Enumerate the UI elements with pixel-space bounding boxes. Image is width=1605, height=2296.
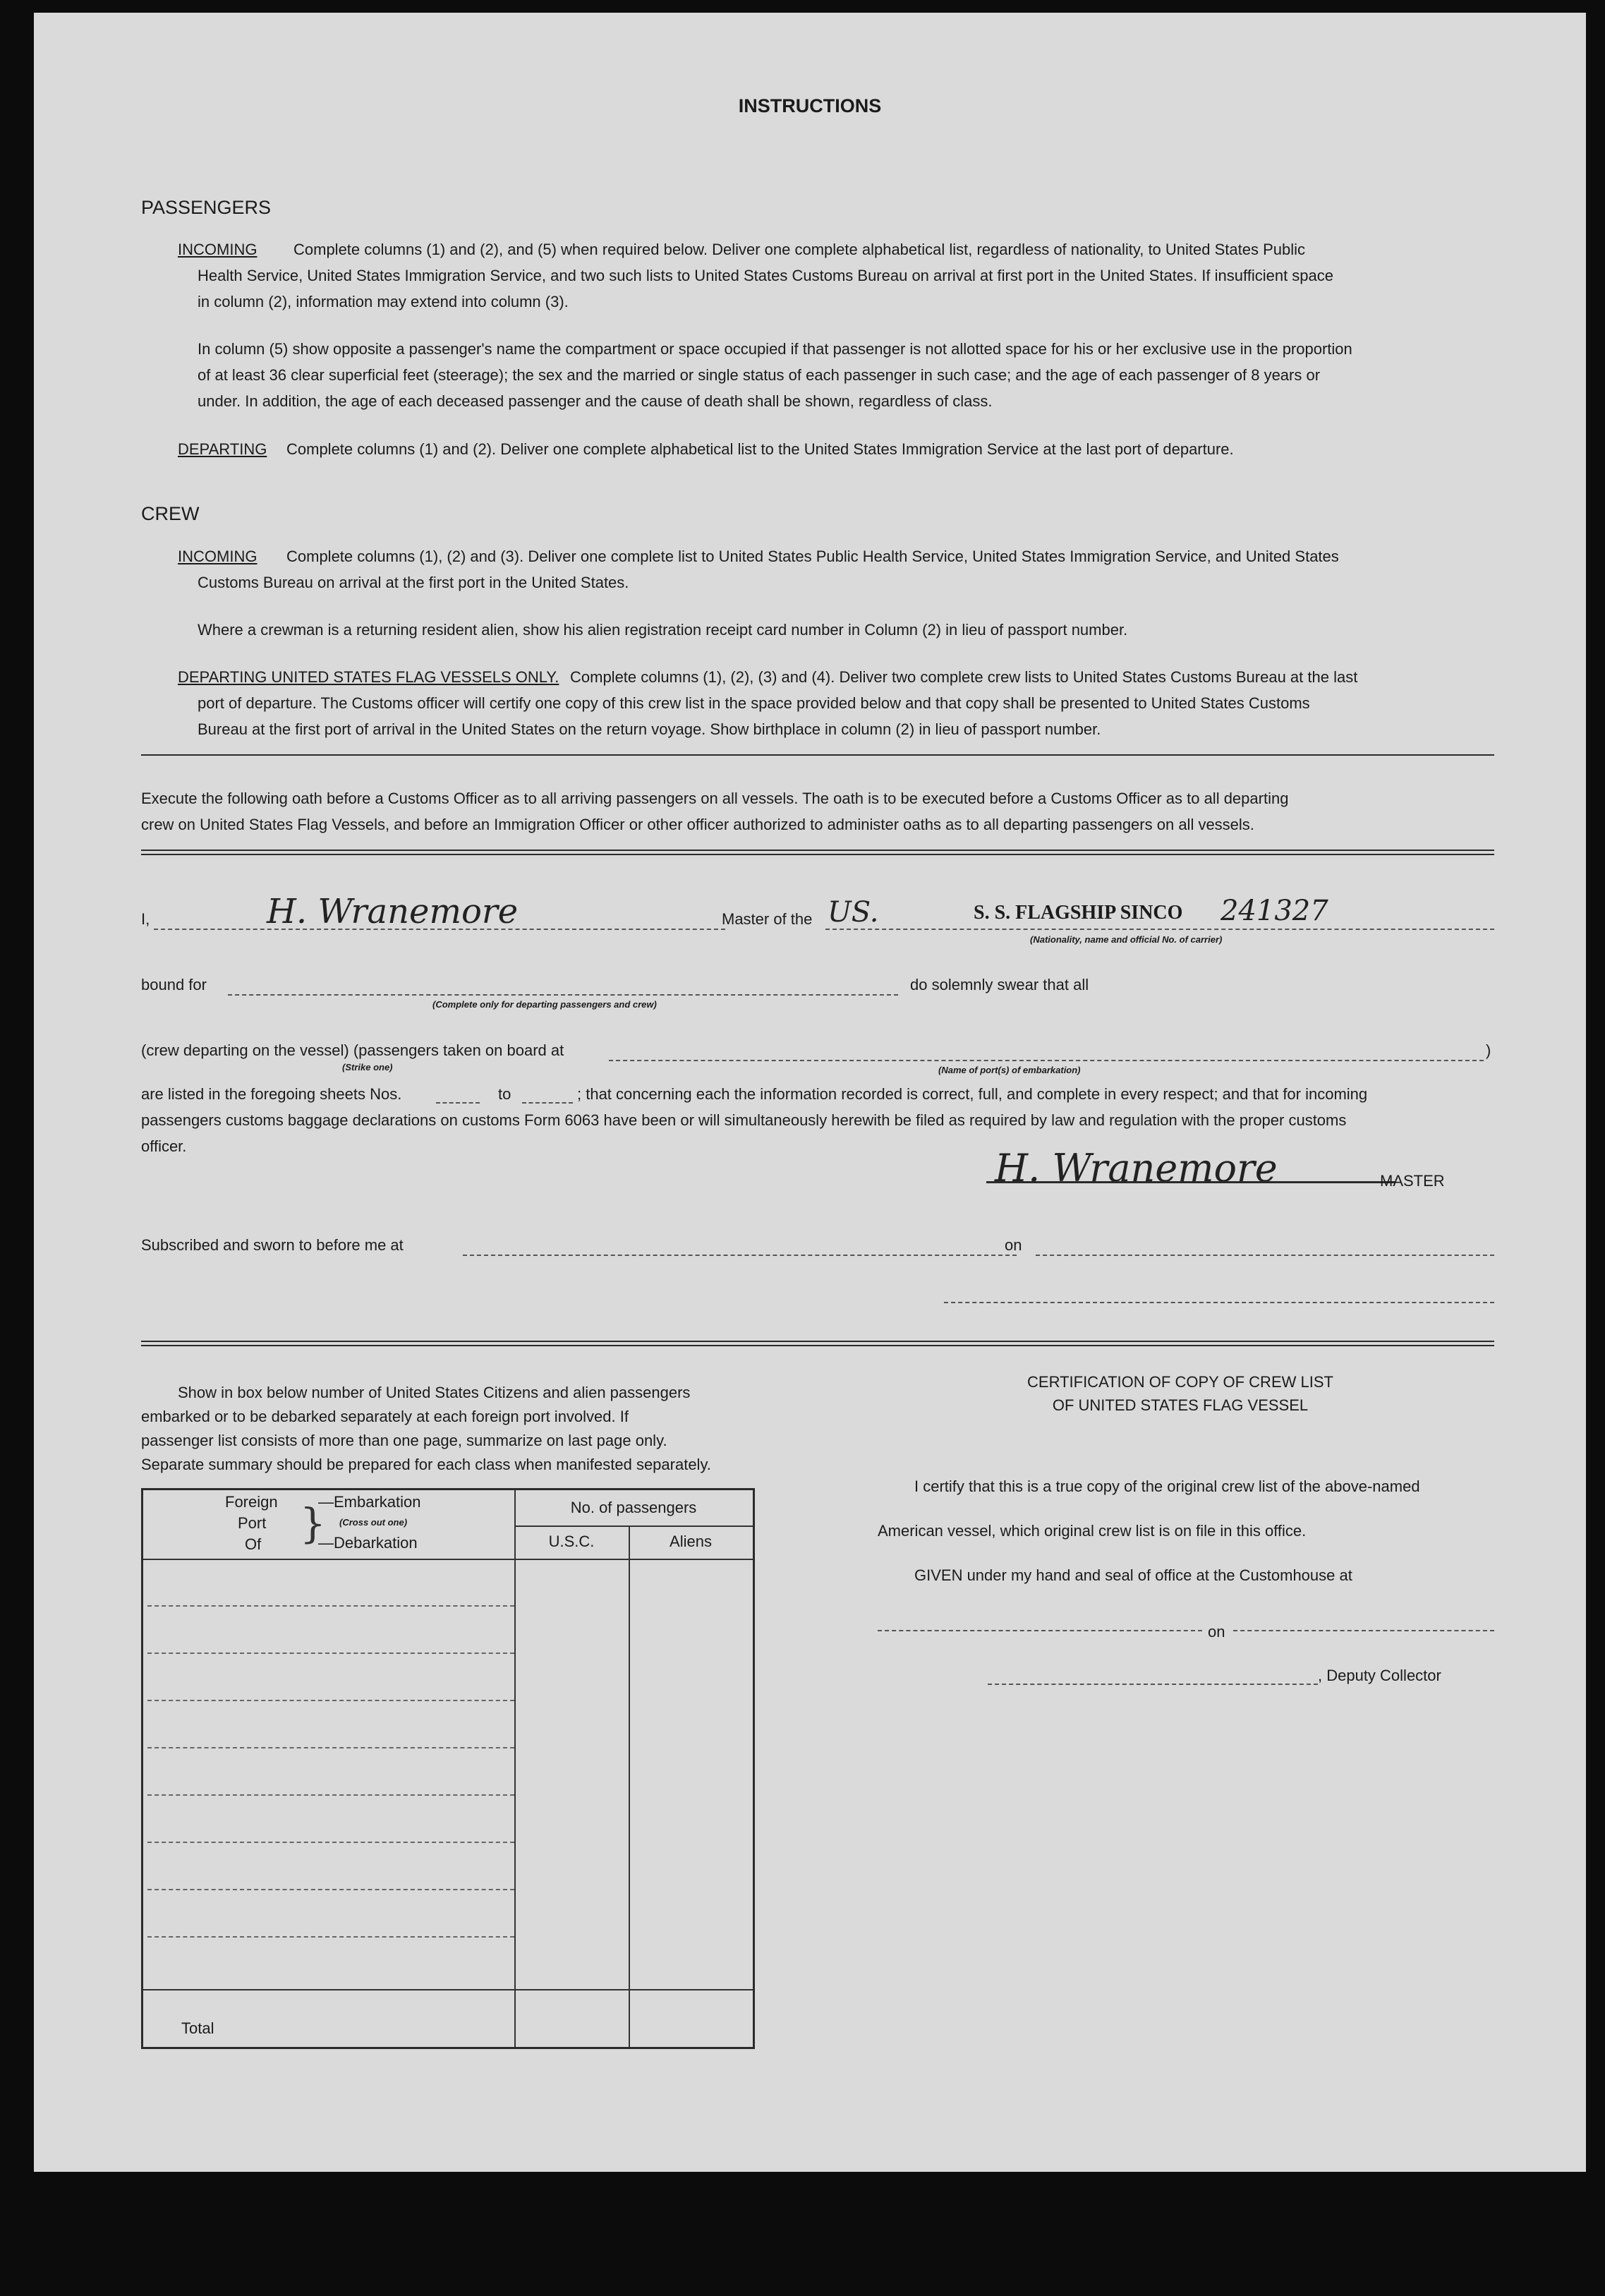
certification-line-2: American vessel, which original crew list is on file in this office. [878,1522,1307,1540]
summary-row-line [147,1652,514,1654]
summary-row-line [147,1747,514,1748]
crew-departing-line-2: port of departure. The Customs officer will certify one copy of this crew list in the space provided below and that copy shall be presented to United States Customs [198,694,1310,712]
summary-instructions-line-2: embarked or to be debarked separately at each foreign port involved. If [141,1408,629,1425]
document-page [34,13,1586,2172]
sheet-to-line [522,1102,573,1104]
customhouse-line [878,1630,1202,1631]
passengers-incoming-line-3: in column (2), information may extend into column (3). [198,293,569,310]
col-port: Port [238,1514,267,1532]
summary-instructions-line-4: Separate summary should be prepared for each class when manifested separately. [141,1456,711,1473]
summary-row-line [147,1936,514,1938]
oath-intro-line-2: crew on United States Flag Vessels, and before an Immigration Officer or other officer authorized to administer oaths as to all departing passengers on all vessels. [141,816,1254,833]
vessel-line [825,929,1494,930]
ports-caption: (Name of port(s) of embarkation) [938,1065,1081,1075]
certification-title-1: CERTIFICATION OF COPY OF CREW LIST [1027,1373,1333,1391]
passengers-incoming-line-1: Complete columns (1) and (2), and (5) when required below. Deliver one complete alphabetical list, regardless of nationality, to United States Public [293,241,1306,258]
subscribed-date-line [1036,1255,1494,1256]
usc-header: U.S.C. [548,1533,595,1550]
crew-heading: CREW [141,503,200,524]
deputy-collector-label: , Deputy Collector [1318,1667,1441,1684]
subheader-divider [514,1525,753,1527]
passengers-departing-label: DEPARTING [178,440,267,458]
instructions-title: INSTRUCTIONS [738,95,882,116]
col-of: Of [245,1535,262,1553]
passengers-column5-line-1: In column (5) show opposite a passenger's name the compartment or space occupied if that passenger is not allotted space for his or her exclusive use in the proportion [198,340,1352,358]
officer-text: officer. [141,1137,187,1155]
passengers-incoming-line-2: Health Service, United States Immigration Service, and two such lists to United States Customs Bureau on arrival at first port in the United States. If insufficient space [198,267,1334,284]
vessel-caption: (Nationality, name and official No. of carrier) [1030,934,1223,945]
divider [141,1341,1494,1342]
summary-instructions-line-1: Show in box below number of United States Citizens and alien passengers [178,1384,691,1401]
subscribed-label: Subscribed and sworn to before me at [141,1236,404,1254]
nationality-handwriting: US. [828,896,879,929]
subscribed-on-label: on [1005,1236,1022,1254]
i-label: I, [141,910,150,928]
divider [141,754,1494,756]
header-divider [143,1559,753,1560]
divider [141,850,1494,851]
embarkation-label: —Embarkation [318,1493,421,1511]
crew-incoming-label: INCOMING [178,548,258,565]
signature-line [986,1181,1395,1183]
passengers-column5-line-3: under. In addition, the age of each deceased passenger and the cause of death shall be shown, regardless of class. [198,392,993,410]
strike-caption: (Strike one) [342,1062,393,1073]
certification-title-2: OF UNITED STATES FLAG VESSEL [1052,1396,1309,1414]
subscribed-place-line [463,1255,1017,1256]
crew-incoming-line-1: Complete columns (1), (2) and (3). Deliver one complete list to United States Public Health Service, United States Immigration Service, and United States [286,548,1339,565]
summary-row-line [147,1794,514,1796]
summary-row-line [147,1842,514,1843]
listed-to: to [498,1085,511,1103]
cross-out-note: (Cross out one) [339,1517,408,1528]
column-divider [629,1525,630,2047]
passengers-column5-line-2: of at least 36 clear superficial feet (steerage); the sex and the married or single status of each passenger in such case; and the age of each passenger of 8 years or [198,366,1321,384]
vessel-name-stamp: S. S. FLAGSHIP SINCO [974,902,1183,924]
master-signature: H. Wranemore [995,1146,1278,1190]
master-name-handwriting: H. Wranemore [267,892,519,931]
passengers-incoming-label: INCOMING [178,241,258,258]
crew-departing-line-3: Bureau at the first port of arrival in the United States on the return voyage. Show birthplace in column (2) in lieu of passport number. [198,720,1101,738]
listed-text-rest: ; that concerning each the information recorded is correct, full, and complete in every respect; and that for incoming [577,1085,1368,1103]
oath-intro-line-1: Execute the following oath before a Customs Officer as to all arriving passengers on all vessels. The oath is to be executed before a Customs Officer as to all departing [141,790,1289,807]
summary-row-line [147,1700,514,1701]
certification-on-label: on [1208,1623,1225,1641]
bound-for-line [228,994,898,996]
master-of-label: Master of the [722,910,813,928]
swear-text: do solemnly swear that all [910,976,1089,993]
brace-icon: } [300,1499,326,1547]
passengers-heading: PASSENGERS [141,197,272,218]
aliens-header: Aliens [670,1533,712,1550]
bound-for-label: bound for [141,976,207,993]
summary-instructions-line-3: passenger list consists of more than one page, summarize on last page only. [141,1432,667,1449]
summary-row-line [147,1605,514,1607]
close-paren: ) [1486,1041,1491,1059]
officer-signature-line [944,1302,1494,1303]
divider [141,1345,1494,1346]
certification-line-1: I certify that this is a true copy of the original crew list of the above-named [914,1478,1420,1495]
total-divider [143,1989,753,1990]
baggage-text: passengers customs baggage declarations on customs Form 6063 have been or will simultaneously herewith be filed as required by law and regulation with the proper customs [141,1111,1347,1129]
passengers-departing-text: Complete columns (1) and (2). Deliver one complete alphabetical list to the United States Immigration Service at the last port of departure. [286,440,1234,458]
crew-departing-text: (crew departing on the vessel) (passengers taken on board at [141,1041,564,1059]
bound-for-caption: (Complete only for departing passengers and crew) [432,999,657,1010]
crew-incoming-line-2: Customs Bureau on arrival at the first port in the United States. [198,574,629,591]
sheet-from-line [436,1102,480,1104]
crew-crewman-note: Where a crewman is a returning resident alien, show his alien registration receipt card number in Column (2) in lieu of passport number. [198,621,1128,639]
passenger-summary-box [141,1488,755,2049]
column-divider [514,1490,516,2047]
summary-row-line [147,1889,514,1890]
official-number-handwriting: 241327 [1221,895,1328,927]
crew-departing-label: DEPARTING UNITED STATES FLAG VESSELS ONLY. [178,668,559,686]
crew-departing-line-1: Complete columns (1), (2), (3) and (4). Deliver two complete crew lists to United States Customs Bureau at the last [570,668,1358,686]
debarkation-label: —Debarkation [318,1534,418,1552]
certification-date-line [1233,1630,1494,1631]
divider [141,854,1494,855]
certification-line-3: GIVEN under my hand and seal of office at the Customhouse at [914,1566,1352,1584]
embarkation-ports-line [609,1060,1484,1061]
listed-text: are listed in the foregoing sheets Nos. [141,1085,402,1103]
col-foreign: Foreign [225,1493,278,1511]
master-label: MASTER [1380,1172,1445,1190]
deputy-collector-line [988,1684,1318,1685]
total-label: Total [181,2019,214,2037]
no-passengers-header: No. of passengers [570,1499,697,1516]
